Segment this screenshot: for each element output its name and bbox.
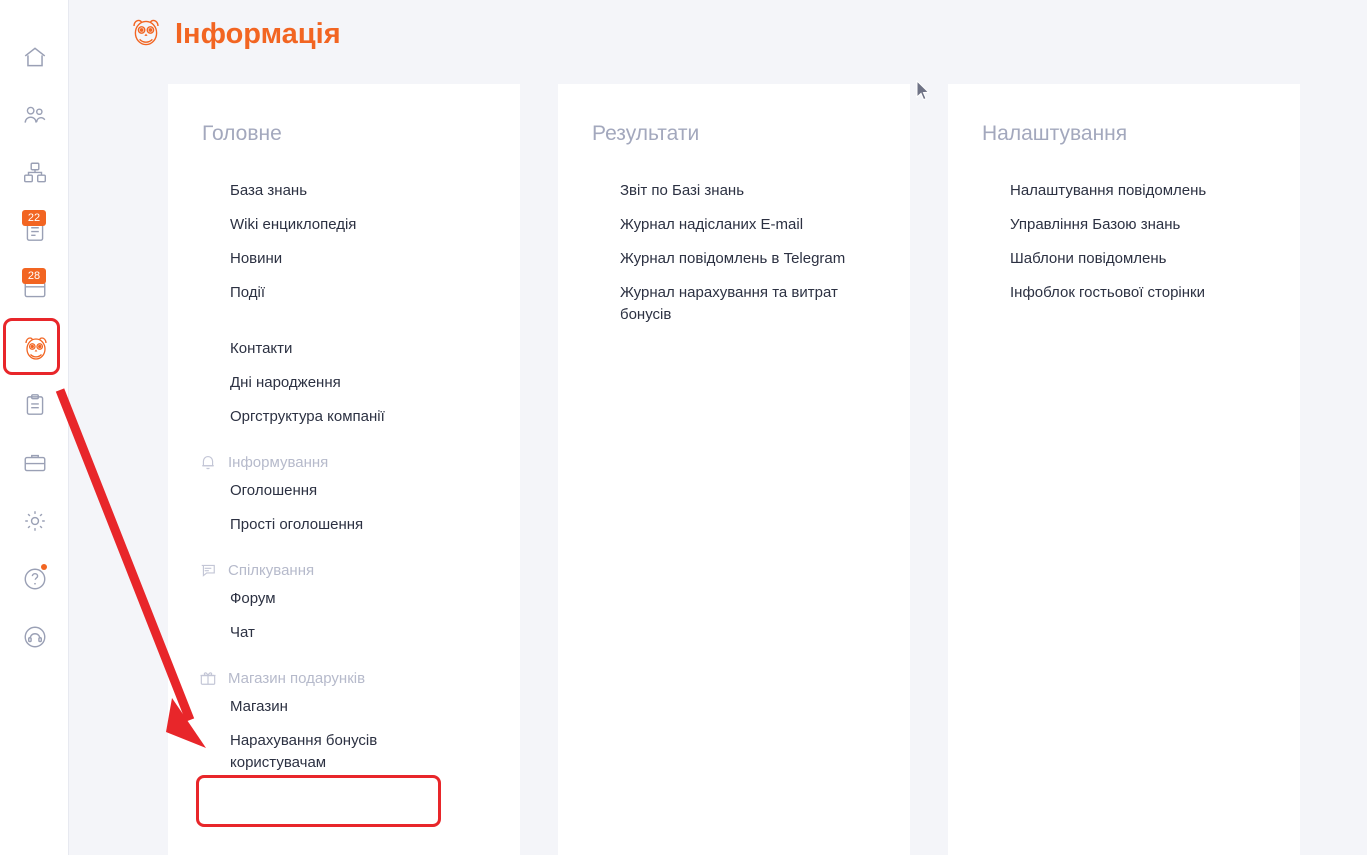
list-item-bonus-accrual[interactable]: Нарахування бонусів користувачам <box>230 732 378 771</box>
group-header-communication <box>198 560 486 580</box>
sidebar-item-settings[interactable] <box>0 492 69 550</box>
gift-icon <box>198 668 218 688</box>
owl-info-icon <box>22 334 48 360</box>
help-notification-dot <box>41 564 47 570</box>
list-item[interactable]: База знань <box>230 182 308 199</box>
link-group <box>202 690 486 780</box>
sidebar-item-briefcase[interactable] <box>0 434 69 492</box>
column-results <box>558 84 910 855</box>
column-main <box>168 84 520 855</box>
link-group <box>202 332 486 434</box>
link-group <box>202 174 486 310</box>
list-item[interactable]: Журнал нарахування та витрат бонусів <box>620 284 838 323</box>
group-label: Спілкування <box>228 561 315 579</box>
group-header-informing <box>198 452 486 472</box>
link-group <box>202 582 486 650</box>
group-label: Магазин подарунків <box>228 669 366 687</box>
list-item[interactable]: Новини <box>230 250 283 267</box>
list-item[interactable]: Інфоблок гостьової сторінки <box>1010 284 1205 301</box>
list-item[interactable]: Форум <box>230 590 276 607</box>
list-item[interactable]: Звіт по Базі знань <box>620 182 745 199</box>
column-title: Результати <box>592 122 700 145</box>
bell-icon <box>198 452 218 472</box>
sidebar-item-home[interactable] <box>0 28 69 86</box>
list-item[interactable]: Магазин <box>230 698 288 715</box>
people-icon <box>22 102 48 128</box>
list-item[interactable]: Журнал надісланих E-mail <box>620 216 804 233</box>
list-item[interactable]: Журнал повідомлень в Telegram <box>620 250 846 267</box>
link-group <box>982 174 1266 310</box>
documents-badge: 22 <box>22 210 46 226</box>
list-item[interactable]: Управління Базою знань <box>1010 216 1181 233</box>
list-item[interactable]: Оргструктура компанії <box>230 408 385 425</box>
list-item[interactable]: Wiki енциклопедія <box>230 216 357 233</box>
list-item[interactable]: Дні народження <box>230 374 341 391</box>
list-item[interactable]: Оголошення <box>230 482 318 499</box>
sidebar-item-tasks[interactable] <box>0 260 69 318</box>
clipboard-icon <box>22 392 48 418</box>
list-item[interactable]: Налаштування повідомлень <box>1010 182 1207 199</box>
sidebar-item-documents[interactable] <box>0 202 69 260</box>
column-settings <box>948 84 1300 855</box>
briefcase-icon <box>22 450 48 476</box>
structure-icon <box>22 160 48 186</box>
column-title: Налаштування <box>982 122 1128 145</box>
support-chat-icon <box>22 624 48 650</box>
link-group <box>202 474 486 542</box>
sidebar-item-structure[interactable] <box>0 144 69 202</box>
column-title: Головне <box>202 122 282 145</box>
gear-icon <box>22 508 48 534</box>
list-item[interactable]: Події <box>230 284 266 301</box>
page-title: Інформація <box>175 18 341 50</box>
group-header-gift-shop <box>198 668 486 688</box>
owl-icon <box>129 15 163 54</box>
list-item[interactable]: Шаблони повідомлень <box>1010 250 1167 267</box>
sidebar-item-clipboard[interactable] <box>0 376 69 434</box>
sidebar-item-people[interactable] <box>0 86 69 144</box>
home-icon <box>22 44 48 70</box>
chat-bubble-icon <box>198 560 218 580</box>
sidebar-item-help[interactable] <box>0 550 69 608</box>
group-label: Інформування <box>228 453 329 471</box>
list-item[interactable]: Прості оголошення <box>230 516 364 533</box>
page-header <box>69 0 1367 69</box>
list-item[interactable]: Чат <box>230 624 255 641</box>
link-group <box>592 174 876 332</box>
left-icon-rail <box>0 0 69 855</box>
spacer <box>202 310 486 332</box>
tasks-badge: 28 <box>22 268 46 284</box>
sidebar-item-support-chat[interactable] <box>0 608 69 666</box>
sidebar-item-information[interactable] <box>0 318 69 375</box>
info-columns <box>168 84 1367 855</box>
list-item[interactable]: Контакти <box>230 340 293 357</box>
